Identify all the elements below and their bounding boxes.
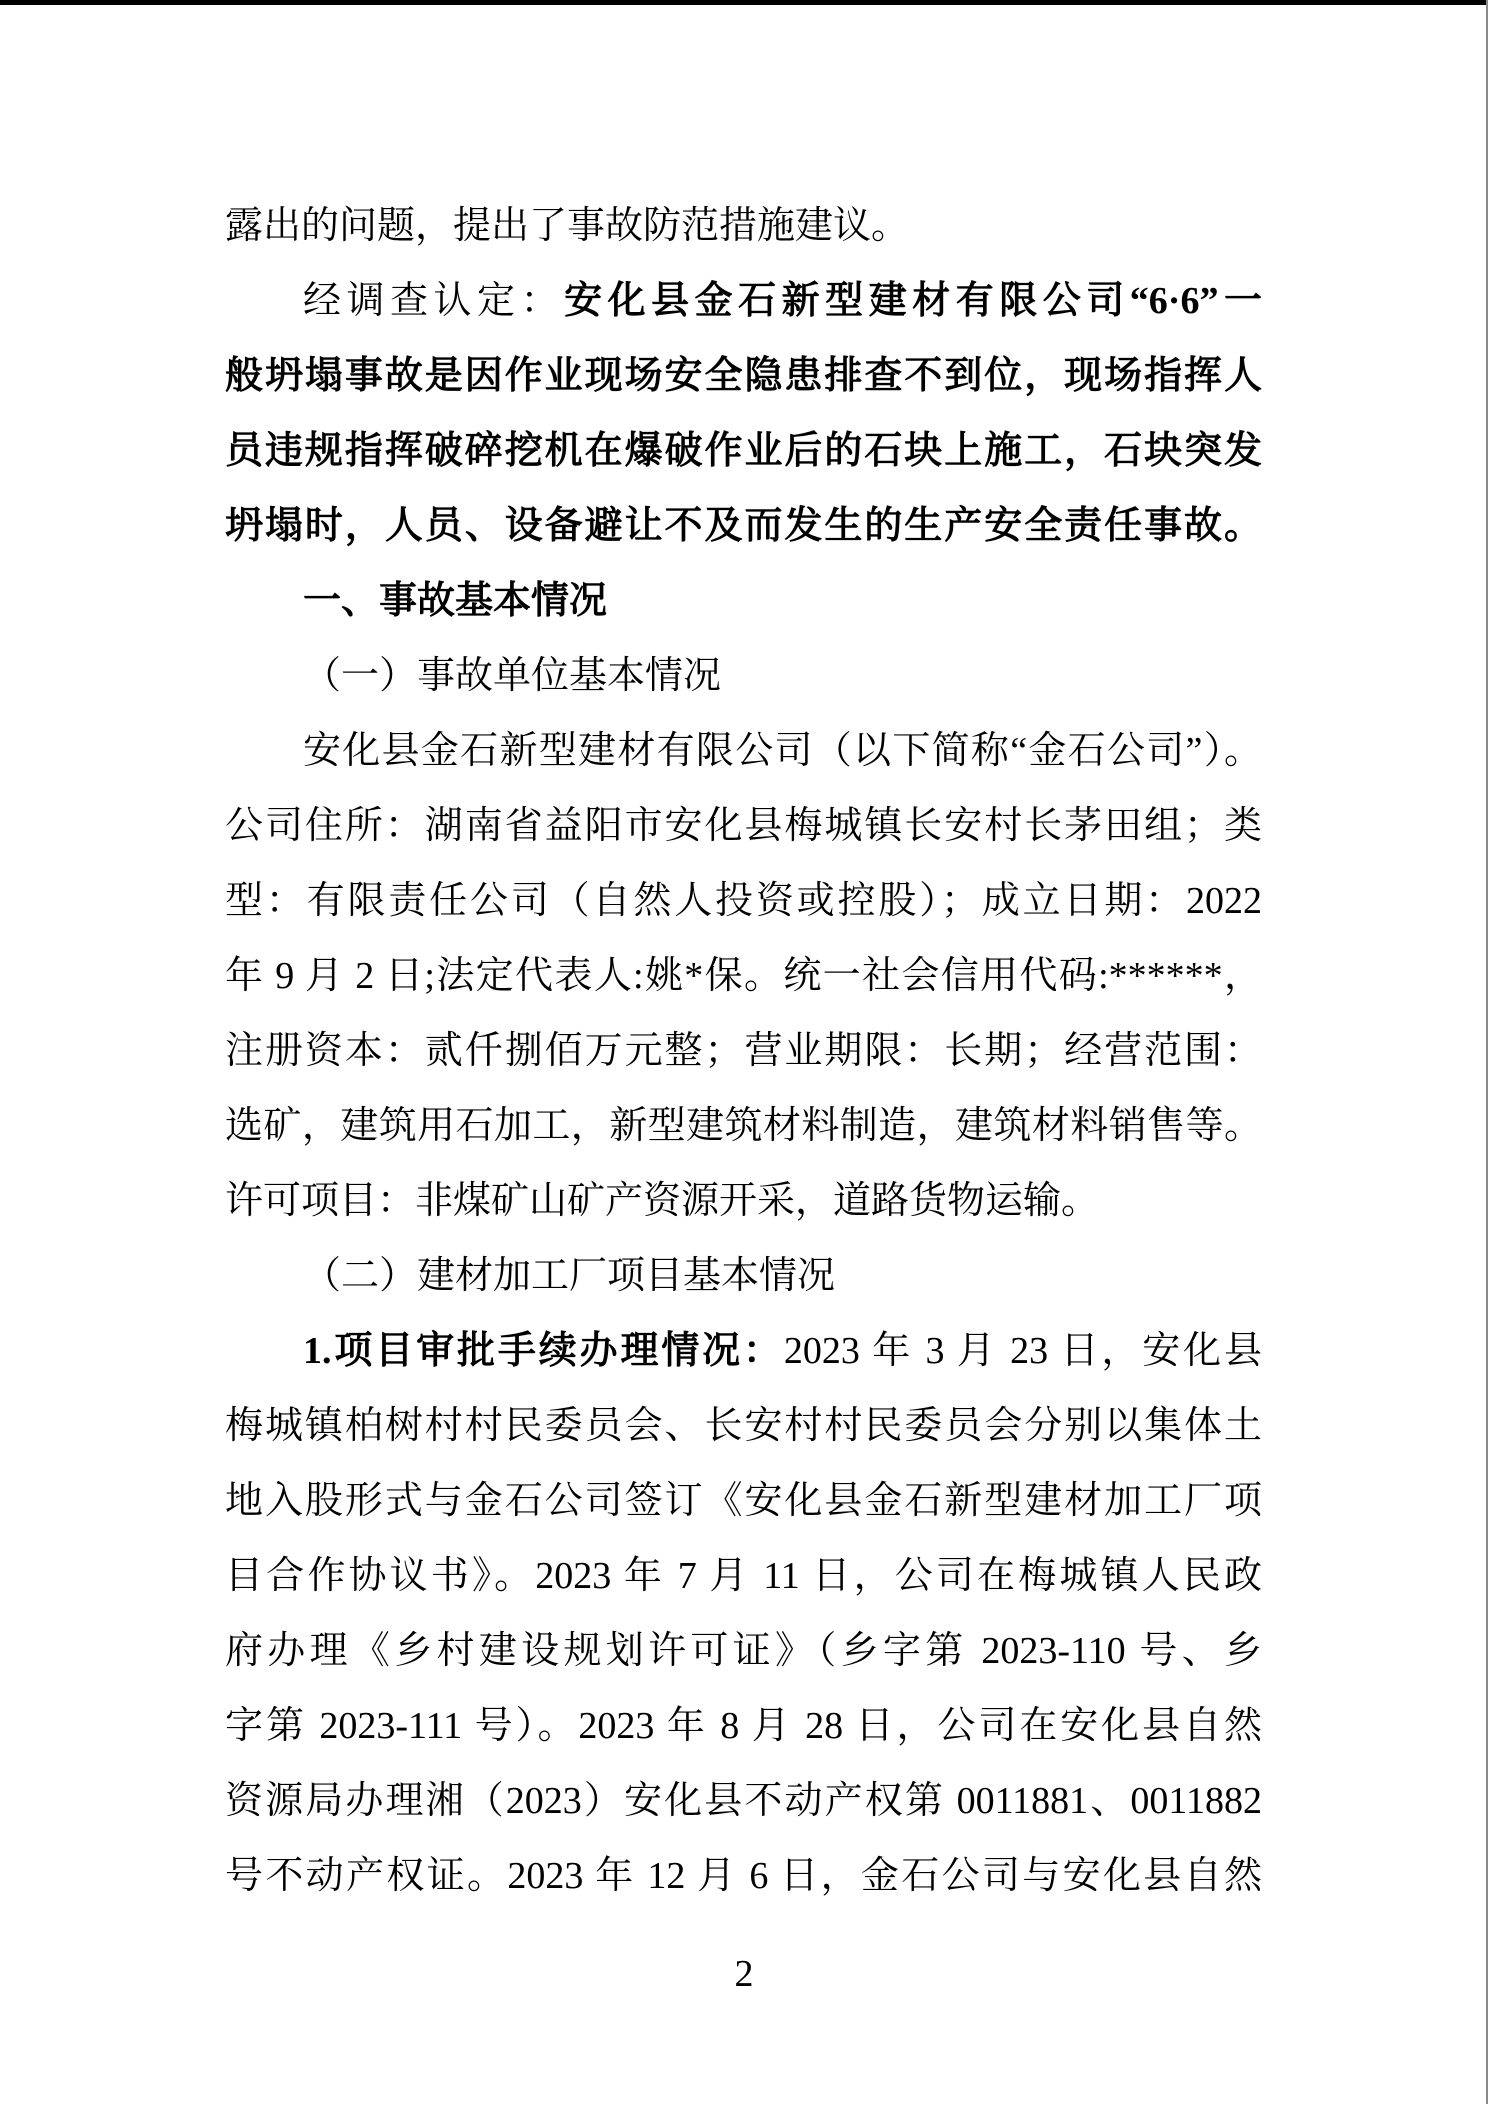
text-line-13 — [225, 1089, 1262, 1164]
text-line-10 — [225, 864, 1262, 939]
text-segment: （二）建材加工厂项目基本情况 — [303, 1255, 836, 1297]
text-line-20 — [225, 1614, 1262, 1689]
text-segment: 选矿，建筑用石加工，新型建筑材料制造，建筑材料销售等。 — [225, 1105, 1262, 1147]
text-line-12 — [225, 1014, 1262, 1089]
text-line-15 — [225, 1239, 1262, 1314]
text-segment: 2023 年 3 月 23 日，安化县 — [783, 1330, 1262, 1372]
text-segment: 注册资本：贰仟捌佰万元整；营业期限：长期；经营范围： — [225, 1030, 1262, 1072]
text-line-19 — [225, 1539, 1262, 1614]
text-segment: 字第 2023-111 号）。2023 年 8 月 28 日，公司在安化县自然 — [225, 1705, 1262, 1747]
text-segment: 般坍塌事故是因作业现场安全隐患排查不到位，现场指挥人 — [225, 355, 1262, 397]
text-line-9 — [225, 789, 1262, 864]
text-line-11 — [225, 939, 1262, 1014]
text-segment: 安化县金石新型建材有限公司“6·6”一 — [564, 280, 1262, 322]
document-body — [225, 189, 1262, 1914]
text-segment: 安化县金石新型建材有限公司（以下简称“金石公司”）。 — [303, 730, 1262, 772]
text-line-14 — [225, 1164, 1262, 1239]
text-line-1 — [225, 189, 1262, 264]
text-line-7 — [225, 639, 1262, 714]
text-line-2 — [225, 264, 1262, 339]
text-line-3 — [225, 339, 1262, 414]
text-segment: 梅城镇柏树村村民委员会、长安村村民委员会分别以集体土 — [225, 1405, 1262, 1447]
text-segment: 许可项目：非煤矿山矿产资源开采，道路货物运输。 — [225, 1180, 1100, 1222]
page-number: 2 — [734, 1953, 754, 1995]
text-segment: 一、事故基本情况 — [303, 580, 608, 622]
text-line-4 — [225, 414, 1262, 489]
text-segment: 员违规指挥破碎挖机在爆破作业后的石块上施工，石块突发 — [225, 430, 1262, 472]
text-line-17 — [225, 1389, 1262, 1464]
text-segment: 目合作协议书》。2023 年 7 月 11 日，公司在梅城镇人民政 — [225, 1555, 1262, 1597]
text-segment: （一）事故单位基本情况 — [303, 655, 722, 697]
text-segment: 1.项目审批手续办理情况： — [303, 1330, 784, 1372]
text-line-21 — [225, 1689, 1262, 1764]
text-line-22 — [225, 1764, 1262, 1839]
text-line-23 — [225, 1839, 1262, 1914]
text-line-16 — [225, 1314, 1262, 1389]
text-line-5 — [225, 489, 1262, 564]
text-line-6 — [225, 564, 1262, 639]
text-segment: 年 9 月 2 日;法定代表人:姚*保。统一社会信用代码:******， — [225, 955, 1262, 997]
text-segment: 号不动产权证。2023 年 12 月 6 日，金石公司与安化县自然 — [225, 1855, 1262, 1897]
text-segment: 型：有限责任公司（自然人投资或控股）；成立日期：2022 — [225, 880, 1262, 922]
text-segment: 府办理《乡村建设规划许可证》（乡字第 2023-110 号、乡 — [225, 1630, 1262, 1672]
text-line-8 — [225, 714, 1262, 789]
page-top-border — [0, 0, 1488, 5]
text-segment: 公司住所：湖南省益阳市安化县梅城镇长安村长茅田组；类 — [225, 805, 1262, 847]
text-segment: 坍塌时，人员、设备避让不及而发生的生产安全责任事故。 — [225, 505, 1262, 547]
text-segment: 资源局办理湘（2023）安化县不动产权第 0011881、0011882 — [225, 1780, 1262, 1822]
text-segment: 经调查认定： — [303, 280, 565, 322]
text-segment: 露出的问题，提出了事故防范措施建议。 — [225, 205, 910, 247]
text-segment: 地入股形式与金石公司签订《安化县金石新型建材加工厂项 — [225, 1480, 1262, 1522]
text-line-18 — [225, 1464, 1262, 1539]
